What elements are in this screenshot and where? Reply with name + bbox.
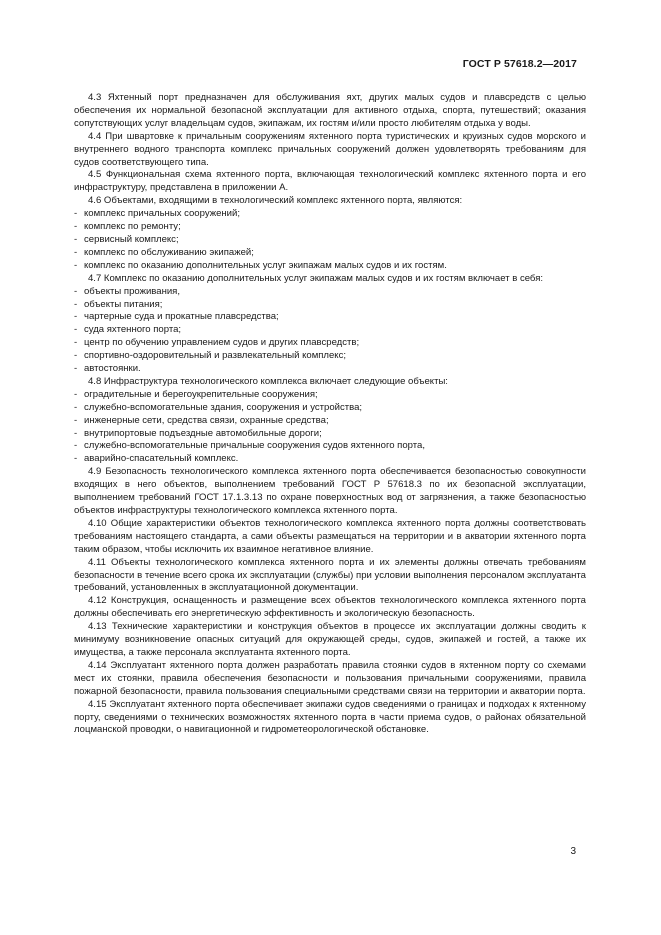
paragraph-4-6: 4.6 Объектами, входящими в технологический комплекс яхтенного порта, являются: — [88, 195, 463, 207]
list-item: - чартерные суда и прокатные плавсредства; — [74, 311, 279, 323]
list-item: - объекты проживания, — [74, 285, 181, 297]
list-item: - комплекс по оказанию дополнительных услуг экипажам малых судов и их гостям. — [74, 259, 447, 271]
paragraph-4-14: 4.14 Эксплуатант яхтенного порта должен разработать правила стоянки судов в яхтенном порту со схемами мест их стоянки, правила обеспечения безопасности и пользования причальными сооружениями, правила пожарной безопасности, правила пользования специальными средствами связи на территории и акватории порта. — [74, 659, 586, 697]
paragraph-4-13: 4.13 Технические характеристики и конструкция объектов в процессе их эксплуатации должны сводить к минимуму возникновение опасных ситуаций для окружающей среды, судов, экипажей и гостей, а также их имущества, а также персонала эксплуатанта яхтенного порта. — [74, 621, 586, 658]
list-item: - объекты питания; — [74, 298, 163, 310]
paragraph-4-3: 4.3 Яхтенный порт предназначен для обслуживания яхт, других малых судов и плавсредств с целью обеспечения их нормальной безопасной эксплуатации для активного отдыха, спорта, путешествий; оказания сопутствующих услуг владельцам судов, экипажам, их гостям и/или просто любителям отдыха у воды. — [74, 92, 586, 129]
page-number: 3 — [570, 846, 576, 857]
document-body — [74, 92, 586, 737]
list-item: - инженерные сети, средства связи, охранные средства; — [74, 414, 329, 426]
paragraph-4-15: 4.15 Эксплуатант яхтенного порта обеспечивает экипажи судов сведениями о границах и подходах к яхтенному порту, сведениями о технических возможностях яхтенного порта в части приема судов, о районах обязательной лоцманской проводки, о навигационной и гидрометеорологической обстановке. — [74, 698, 586, 736]
list-item: - спортивно-оздоровительный и развлекательный комплекс; — [74, 350, 347, 362]
paragraph-4-11: 4.11 Объекты технологического комплекса яхтенного порта и их элементы должны отвечать требованиям безопасности в течение всего срока их эксплуатации (службы) при условии выполнения персоналом эксплуатанта требований, установленных в эксплуатационной документации. — [74, 556, 586, 594]
paragraph-4-4: 4.4 При швартовке к причальным сооружениям яхтенного порта туристических и круизных судов морского и внутреннего водного транспорта комплекс причальных сооружений должен удовлетворять требованиям для судов соответствующего типа. — [74, 130, 586, 168]
list-item: - комплекс причальных сооружений; — [74, 208, 240, 220]
list-item: - комплекс по ремонту; — [74, 221, 181, 233]
list-item: - автостоянки. — [74, 363, 141, 375]
list-item: - суда яхтенного порта; — [74, 324, 182, 336]
list-item: - служебно-вспомогательные здания, сооружения и устройства; — [74, 401, 363, 413]
paragraph-4-9: 4.9 Безопасность технологического комплекса яхтенного порта обеспечивается безопасностью совокупности входящих в него объектов, выполнением требований ГОСТ Р 57618.3 по их безопасной эксплуатации, выполнением требований ГОСТ 17.1.3.13 по охране поверхностных вод от загрязнения, а также безопасностью объектов инфраструктуры технологического комплекса яхтенного порта. — [74, 466, 586, 516]
document-id-header: ГОСТ Р 57618.2—2017 — [462, 58, 577, 70]
paragraph-4-5: 4.5 Функциональная схема яхтенного порта, включающая технологический комплекс яхтенного порта и его инфраструктуру, представлена в приложении А. — [74, 169, 586, 194]
paragraph-4-12: 4.12 Конструкция, оснащенность и размещение всех объектов технологического комплекса яхтенного порта должны обеспечивать его энергетическую эффективность и экологическую безопасность. — [74, 595, 586, 620]
list-item: - сервисный комплекс; — [74, 233, 179, 245]
list-item: - аварийно-спасательный комплекс. — [74, 453, 239, 465]
paragraph-4-10: 4.10 Общие характеристики объектов технологического комплекса яхтенного порта должны соответствовать требованиям настоящего стандарта, а сами объекты размещаться на территории и в акватории яхтенного порта таким образом, чтобы исключить их взаимное негативное влияние. — [74, 517, 586, 555]
list-item: - центр по обучению управлением судов и других плавсредств; — [74, 337, 360, 349]
paragraph-4-8: 4.8 Инфраструктура технологического комплекса включает следующие объекты: — [88, 375, 448, 387]
list-item: - внутрипортовые подъездные автомобильные дороги; — [74, 427, 322, 439]
list-item: - оградительные и берегоукрепительные сооружения; — [74, 388, 318, 400]
list-item: - комплекс по обслуживанию экипажей; — [74, 246, 254, 258]
paragraph-4-7: 4.7 Комплекс по оказанию дополнительных услуг экипажам малых судов и их гостям включает в себя: — [88, 272, 544, 284]
list-item: - служебно-вспомогательные причальные сооружения судов яхтенного порта, — [74, 440, 425, 452]
